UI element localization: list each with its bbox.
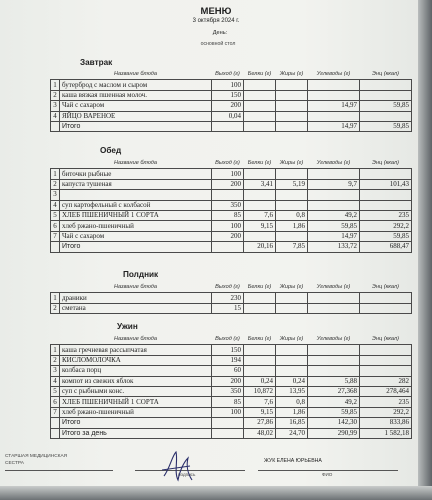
menu-table bbox=[50, 159, 412, 253]
output-cell: 100 bbox=[212, 221, 244, 231]
kcal-cell bbox=[360, 345, 412, 355]
row-number: 4 bbox=[51, 111, 60, 121]
carbs-cell: 27,368 bbox=[308, 386, 360, 396]
output-cell: 200 bbox=[212, 179, 244, 189]
carbs-cell bbox=[308, 80, 360, 90]
signer-name: ЖУК ЕЛЕНА ЮРЬЕВНА bbox=[264, 458, 322, 464]
protein-cell bbox=[244, 169, 276, 179]
kcal-cell bbox=[360, 190, 412, 200]
carbs-cell: 49,2 bbox=[308, 210, 360, 220]
fat-cell: 13,95 bbox=[276, 386, 308, 396]
dish-row bbox=[51, 179, 412, 189]
carbs-cell: 5,88 bbox=[308, 376, 360, 386]
fat-cell bbox=[276, 200, 308, 210]
output-cell: 200 bbox=[212, 376, 244, 386]
kcal-cell: 235 bbox=[360, 210, 412, 220]
column-header: Энц (ккал) bbox=[372, 70, 399, 77]
role-underline bbox=[5, 470, 113, 471]
output-cell: 194 bbox=[212, 355, 244, 365]
dish-row bbox=[51, 111, 412, 121]
protein-cell bbox=[244, 231, 276, 241]
column-header: Энц (ккал) bbox=[372, 335, 399, 342]
total-label: Итого bbox=[60, 121, 212, 131]
dish-row bbox=[51, 386, 412, 396]
carbs-cell: 59,85 bbox=[308, 221, 360, 231]
row-number: 2 bbox=[51, 90, 60, 100]
column-header: Энц (ккал) bbox=[372, 283, 399, 290]
protein-cell: 10,872 bbox=[244, 386, 276, 396]
row-number: 6 bbox=[51, 221, 60, 231]
dish-row bbox=[51, 366, 412, 376]
protein-cell bbox=[244, 90, 276, 100]
column-header: Жиры (г) bbox=[279, 283, 304, 290]
carbs-cell: 9,7 bbox=[308, 179, 360, 189]
dish-name: колбаса порц bbox=[60, 366, 212, 376]
output-cell: 150 bbox=[212, 90, 244, 100]
column-header: Название блюда bbox=[114, 70, 157, 77]
paper-edge-right bbox=[418, 0, 432, 500]
dish-name: ЯЙЦО ВАРЕНОЕ bbox=[60, 111, 212, 121]
day-total-label: Итого за день bbox=[60, 428, 212, 438]
kcal-cell bbox=[360, 80, 412, 90]
protein-cell bbox=[244, 111, 276, 121]
column-header: Выход (г) bbox=[215, 283, 240, 290]
carbs-cell: 59,85 bbox=[308, 407, 360, 417]
kcal-cell: 688,47 bbox=[360, 242, 412, 252]
dish-name: хлеб ржано-пшеничный bbox=[60, 407, 212, 417]
column-header: Выход (г) bbox=[215, 335, 240, 342]
fat-cell bbox=[276, 80, 308, 90]
dish-name: компот из свежих яблок bbox=[60, 376, 212, 386]
output-cell: 100 bbox=[212, 169, 244, 179]
dish-name: ХЛЕБ ПШЕНИЧНЫЙ 1 СОРТА bbox=[60, 397, 212, 407]
header-blank bbox=[51, 70, 60, 80]
output-cell: 85 bbox=[212, 397, 244, 407]
protein-cell: 7,6 bbox=[244, 397, 276, 407]
carbs-cell: 49,2 bbox=[308, 397, 360, 407]
kcal-cell bbox=[360, 111, 412, 121]
output-cell bbox=[212, 418, 244, 428]
fat-cell bbox=[276, 121, 308, 131]
column-header: Углеводы (г) bbox=[316, 70, 351, 77]
carbs-cell: 14,97 bbox=[308, 101, 360, 111]
protein-cell: 3,41 bbox=[244, 179, 276, 189]
kcal-cell: 282 bbox=[360, 376, 412, 386]
output-cell: 100 bbox=[212, 80, 244, 90]
dish-name: суп картофельный с колбасой bbox=[60, 200, 212, 210]
protein-cell bbox=[244, 366, 276, 376]
dish-name: каша вязкая пшенная молоч. bbox=[60, 90, 212, 100]
column-header: Белки (г) bbox=[247, 70, 272, 77]
row-number: 4 bbox=[51, 376, 60, 386]
kcal-cell: 292,2 bbox=[360, 221, 412, 231]
header-blank bbox=[51, 159, 60, 169]
signer-role-line1: СТАРШАЯ МЕДИЦИНСКАЯ bbox=[5, 454, 68, 459]
row-number: 4 bbox=[51, 200, 60, 210]
kcal-cell: 101,43 bbox=[360, 179, 412, 189]
protein-cell: 9,15 bbox=[244, 221, 276, 231]
signer-role-line2: СЕСТРА bbox=[5, 461, 24, 466]
dish-name: сметана bbox=[60, 303, 212, 313]
fat-cell: 1,86 bbox=[276, 221, 308, 231]
day-label: День: bbox=[212, 30, 228, 36]
protein-cell: 27,86 bbox=[244, 418, 276, 428]
kcal-cell bbox=[360, 355, 412, 365]
protein-cell bbox=[244, 80, 276, 90]
output-cell: 85 bbox=[212, 210, 244, 220]
kcal-cell bbox=[360, 303, 412, 313]
carbs-cell bbox=[308, 111, 360, 121]
protein-cell: 48,02 bbox=[244, 428, 276, 438]
output-cell: 230 bbox=[212, 293, 244, 303]
column-header: Углеводы (г) bbox=[316, 283, 351, 290]
protein-cell bbox=[244, 190, 276, 200]
column-header: Углеводы (г) bbox=[316, 159, 351, 166]
kcal-cell: 235 bbox=[360, 397, 412, 407]
column-header: Углеводы (г) bbox=[316, 335, 351, 342]
fat-cell bbox=[276, 101, 308, 111]
carbs-cell: 142,30 bbox=[308, 418, 360, 428]
fat-cell: 7,85 bbox=[276, 242, 308, 252]
fat-cell bbox=[276, 355, 308, 365]
column-header: Название блюда bbox=[114, 283, 157, 290]
carbs-cell: 14,97 bbox=[308, 231, 360, 241]
carbs-cell bbox=[308, 303, 360, 313]
fat-cell bbox=[276, 231, 308, 241]
carbs-cell bbox=[308, 345, 360, 355]
column-header: Жиры (г) bbox=[279, 335, 304, 342]
dish-name: Чай с сахаром bbox=[60, 101, 212, 111]
fat-cell bbox=[276, 366, 308, 376]
output-cell: 150 bbox=[212, 345, 244, 355]
carbs-cell: 133,72 bbox=[308, 242, 360, 252]
kcal-cell bbox=[360, 169, 412, 179]
kcal-cell bbox=[360, 200, 412, 210]
fat-cell: 24,70 bbox=[276, 428, 308, 438]
section-title: Полдник bbox=[123, 270, 159, 279]
protein-cell bbox=[244, 121, 276, 131]
column-header: Выход (г) bbox=[215, 70, 240, 77]
dish-name: ХЛЕБ ПШЕНИЧНЫЙ 1 СОРТА bbox=[60, 210, 212, 220]
document-date: 3 октября 2024 г. bbox=[192, 18, 240, 24]
fio-caption: ФИО bbox=[322, 472, 333, 477]
fat-cell: 1,86 bbox=[276, 407, 308, 417]
dish-row bbox=[51, 355, 412, 365]
row-number: 1 bbox=[51, 345, 60, 355]
protein-cell: 9,15 bbox=[244, 407, 276, 417]
protein-cell bbox=[244, 355, 276, 365]
row-number: 1 bbox=[51, 169, 60, 179]
output-cell bbox=[212, 190, 244, 200]
kcal-cell bbox=[360, 90, 412, 100]
row-number: 5 bbox=[51, 210, 60, 220]
dish-name: драники bbox=[60, 293, 212, 303]
dish-name: каша гречневая рассыпчатая bbox=[60, 345, 212, 355]
row-number bbox=[51, 428, 60, 438]
row-number: 2 bbox=[51, 179, 60, 189]
protein-cell bbox=[244, 303, 276, 313]
protein-cell: 7,6 bbox=[244, 210, 276, 220]
dish-row bbox=[51, 397, 412, 407]
carbs-cell bbox=[308, 293, 360, 303]
protein-cell bbox=[244, 101, 276, 111]
output-cell: 350 bbox=[212, 386, 244, 396]
row-number: 3 bbox=[51, 366, 60, 376]
dish-name bbox=[60, 190, 212, 200]
dish-row bbox=[51, 303, 412, 313]
fat-cell bbox=[276, 190, 308, 200]
menu-variant: основной стол bbox=[200, 41, 236, 47]
output-cell: 100 bbox=[212, 407, 244, 417]
day-total-row bbox=[51, 428, 412, 438]
dish-row bbox=[51, 190, 412, 200]
row-number: 2 bbox=[51, 303, 60, 313]
column-header: Белки (г) bbox=[247, 283, 272, 290]
row-number: 3 bbox=[51, 101, 60, 111]
carbs-cell: 290,99 bbox=[308, 428, 360, 438]
protein-cell: 20,16 bbox=[244, 242, 276, 252]
output-cell: 15 bbox=[212, 303, 244, 313]
dish-row bbox=[51, 345, 412, 355]
section-title: Ужин bbox=[117, 322, 138, 331]
fat-cell bbox=[276, 345, 308, 355]
total-row bbox=[51, 242, 412, 252]
dish-name: капуста тушеная bbox=[60, 179, 212, 189]
dish-row bbox=[51, 169, 412, 179]
dish-row bbox=[51, 376, 412, 386]
kcal-cell: 292,2 bbox=[360, 407, 412, 417]
kcal-cell: 278,464 bbox=[360, 386, 412, 396]
header-blank bbox=[51, 335, 60, 345]
protein-cell bbox=[244, 200, 276, 210]
output-cell bbox=[212, 242, 244, 252]
column-header: Энц (ккал) bbox=[372, 159, 399, 166]
carbs-cell bbox=[308, 366, 360, 376]
dish-row bbox=[51, 407, 412, 417]
output-cell: 200 bbox=[212, 231, 244, 241]
fat-cell: 16,85 bbox=[276, 418, 308, 428]
paper-edge-bottom bbox=[0, 486, 432, 500]
dish-row bbox=[51, 210, 412, 220]
column-header: Название блюда bbox=[114, 335, 157, 342]
row-number: 7 bbox=[51, 231, 60, 241]
kcal-cell: 59,85 bbox=[360, 231, 412, 241]
output-cell: 350 bbox=[212, 200, 244, 210]
fat-cell: 0,8 bbox=[276, 397, 308, 407]
document-title: МЕНЮ bbox=[200, 6, 232, 17]
protein-cell bbox=[244, 345, 276, 355]
fat-cell bbox=[276, 293, 308, 303]
fat-cell: 5,19 bbox=[276, 179, 308, 189]
header-blank bbox=[51, 283, 60, 293]
kcal-cell: 1 582,18 bbox=[360, 428, 412, 438]
fat-cell bbox=[276, 169, 308, 179]
row-number: 2 bbox=[51, 355, 60, 365]
total-label: Итого bbox=[60, 242, 212, 252]
fat-cell: 0,8 bbox=[276, 210, 308, 220]
dish-name: Чай с сахаром bbox=[60, 231, 212, 241]
kcal-cell bbox=[360, 293, 412, 303]
protein-cell bbox=[244, 293, 276, 303]
signature-caption: подпись bbox=[178, 472, 196, 477]
section-title: Обед bbox=[100, 146, 122, 155]
fat-cell bbox=[276, 303, 308, 313]
dish-name: бутерброд с маслом и сыром bbox=[60, 80, 212, 90]
menu-table bbox=[50, 283, 412, 314]
dish-row bbox=[51, 293, 412, 303]
kcal-cell: 59,85 bbox=[360, 121, 412, 131]
column-header: Жиры (г) bbox=[279, 159, 304, 166]
kcal-cell: 833,86 bbox=[360, 418, 412, 428]
dish-row bbox=[51, 200, 412, 210]
kcal-cell bbox=[360, 366, 412, 376]
output-cell: 200 bbox=[212, 101, 244, 111]
carbs-cell bbox=[308, 90, 360, 100]
output-cell bbox=[212, 121, 244, 131]
dish-row bbox=[51, 90, 412, 100]
row-number: 3 bbox=[51, 190, 60, 200]
protein-cell: 0,24 bbox=[244, 376, 276, 386]
output-cell: 0,04 bbox=[212, 111, 244, 121]
output-cell: 60 bbox=[212, 366, 244, 376]
column-header: Жиры (г) bbox=[279, 70, 304, 77]
kcal-cell: 59,85 bbox=[360, 101, 412, 111]
dish-name: биточки рыбные bbox=[60, 169, 212, 179]
dish-name: КИСЛОМОЛОЧКА bbox=[60, 355, 212, 365]
menu-table bbox=[50, 70, 412, 132]
total-label: Итого bbox=[60, 418, 212, 428]
fat-cell: 0,24 bbox=[276, 376, 308, 386]
carbs-cell: 14,97 bbox=[308, 121, 360, 131]
row-number: 7 bbox=[51, 407, 60, 417]
row-number: 6 bbox=[51, 397, 60, 407]
row-number bbox=[51, 121, 60, 131]
dish-name: хлеб ржано-пшеничный bbox=[60, 221, 212, 231]
row-number bbox=[51, 242, 60, 252]
dish-name: суп с рыбными конс. bbox=[60, 386, 212, 396]
output-cell bbox=[212, 428, 244, 438]
dish-row bbox=[51, 80, 412, 90]
row-number: 5 bbox=[51, 386, 60, 396]
column-header: Название блюда bbox=[114, 159, 157, 166]
fat-cell bbox=[276, 111, 308, 121]
dish-row bbox=[51, 101, 412, 111]
section-title: Завтрак bbox=[80, 58, 113, 67]
column-header: Выход (г) bbox=[215, 159, 240, 166]
row-number bbox=[51, 418, 60, 428]
row-number: 1 bbox=[51, 80, 60, 90]
name-line bbox=[258, 470, 398, 471]
fat-cell bbox=[276, 90, 308, 100]
carbs-cell bbox=[308, 169, 360, 179]
carbs-cell bbox=[308, 355, 360, 365]
menu-table bbox=[50, 335, 412, 439]
total-row bbox=[51, 418, 412, 428]
total-row bbox=[51, 121, 412, 131]
carbs-cell bbox=[308, 200, 360, 210]
handwritten-signature bbox=[160, 446, 196, 486]
row-number: 1 bbox=[51, 293, 60, 303]
column-header: Белки (г) bbox=[247, 159, 272, 166]
dish-row bbox=[51, 221, 412, 231]
column-header: Белки (г) bbox=[247, 335, 272, 342]
dish-row bbox=[51, 231, 412, 241]
carbs-cell bbox=[308, 190, 360, 200]
